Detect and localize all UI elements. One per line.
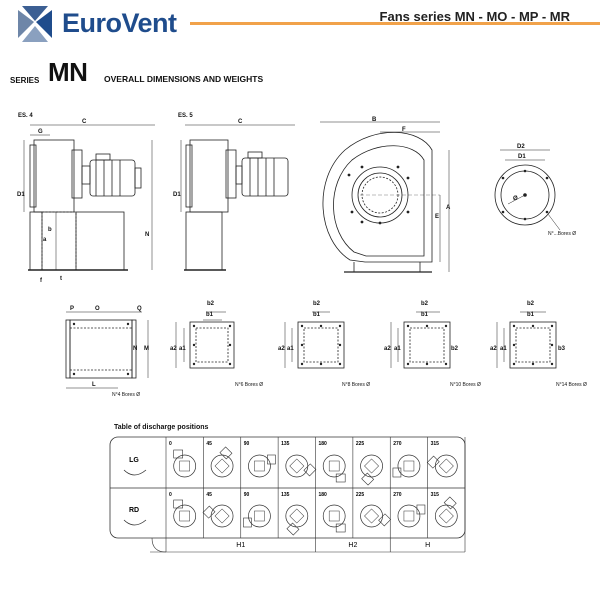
label-es4: ES. 4 [18,113,33,119]
dim-d1: D1 [17,192,25,198]
dim-b1-6: b1 [206,312,214,318]
label-bores-10: N°10 Bores Ø [450,382,481,388]
series-prefix: SERIES [10,76,40,85]
dim-g: G [38,129,43,135]
angle-label-270: 270 [393,441,402,447]
dim-b2-14: b2 [527,301,535,307]
dim-b1-10: b1 [421,312,429,318]
dim-a1-10: a1 [394,346,401,352]
fan-position-icon [207,447,242,482]
table-frame [110,437,465,538]
label-bores-14: N°14 Bores Ø [556,382,587,388]
rotation-label-lg: LG [129,457,139,464]
dim-o: O [95,306,100,312]
section-description: OVERALL DIMENSIONS AND WEIGHTS [104,74,264,84]
group-corner [152,538,166,552]
dim-b2-side-10: b2 [451,346,459,352]
dim-q: Q [137,306,142,312]
label-es5: ES. 5 [178,113,193,119]
dim-b: b [48,227,52,233]
dim-a2-8: a2 [278,346,285,352]
fan-position-icon [248,455,275,477]
dim-e: E [435,214,440,220]
dim-a2-14: a2 [490,346,497,352]
angle-label-135: 135 [281,441,290,447]
dim-l: L [92,382,96,388]
fan-position-icon [203,497,238,532]
angle-label-0: 0 [169,441,172,447]
angle-label-90: 90 [243,441,250,447]
brand-name: EuroVent [62,8,177,38]
series-title: Fans series MN - MO - MP - MR [379,9,570,24]
rotation-label-rd: RD [128,507,140,514]
angle-label-315: 315 [430,492,439,498]
dim-n-flange: N [133,346,138,352]
angle-label-315: 315 [430,441,439,447]
dim-c: C [82,119,87,125]
fan-position-icon [427,447,462,482]
series-code: MN [48,57,88,87]
group-label-h: H [425,542,431,549]
angle-label-135: 135 [281,492,290,498]
dim-a: a [43,237,47,243]
angle-label-180: 180 [318,441,327,447]
label-bores-6: N°6 Bores Ø [235,382,264,388]
angle-label-90: 90 [243,492,250,498]
fan-position-icon [281,450,316,485]
fan-position-icon [323,505,345,532]
dim-d1-es5: D1 [173,192,181,198]
angle-label-180: 180 [318,492,327,498]
dim-phi: Ø [513,196,518,202]
dim-a1-14: a1 [500,346,507,352]
dim-f: f [40,278,42,284]
group-label-h1: H1 [236,542,246,549]
fan-position-icon [356,500,391,535]
dim-d2: D2 [517,144,525,150]
fan-position-icon [393,455,420,477]
label-bores-n: N°...Bores Ø [548,231,577,237]
dim-n: N [145,232,150,238]
fan-position-icon [323,455,345,482]
dim-f-volute: F [402,127,406,133]
fan-position-icon [398,505,425,527]
dim-a2-10: a2 [384,346,391,352]
dim-p: P [70,306,75,312]
angle-label-0: 0 [169,492,172,498]
group-label-h2: H2 [348,542,358,549]
angle-label-225: 225 [355,441,365,447]
dim-b1-8: b1 [313,312,321,318]
rotation-arrow-icon [124,520,146,525]
dim-b-volute: B [372,117,377,123]
rotation-arrow-icon [124,470,146,475]
angle-label-45: 45 [206,441,212,447]
dim-c-es5: C [238,119,243,125]
fan-position-icon [352,450,387,485]
dim-b2-6: b2 [207,301,215,307]
fan-position-icon [243,505,270,527]
angle-label-225: 225 [355,492,365,498]
angle-label-270: 270 [393,492,402,498]
fan-position-icon [278,500,313,535]
dim-b2-8: b2 [313,301,321,307]
dim-d1-flange: D1 [518,154,526,160]
dim-t: t [60,276,62,282]
dim-b1-14: b1 [527,312,535,318]
dim-b3-14: b3 [558,346,566,352]
fan-position-icon [174,450,196,477]
dim-a1-8: a1 [287,346,294,352]
label-bores-4: N°4 Bores Ø [112,392,141,398]
discharge-table-title: Table of discharge positions [114,424,209,431]
angle-label-45: 45 [206,492,212,498]
dim-a2-6: a2 [170,346,177,352]
fan-position-icon [174,500,196,527]
dim-a1-6: a1 [179,346,186,352]
fan-position-icon [431,497,466,532]
dim-a-volute: A [446,205,451,211]
dim-m: M [144,346,149,352]
dim-b2-10: b2 [421,301,429,307]
label-bores-8: N°8 Bores Ø [342,382,371,388]
